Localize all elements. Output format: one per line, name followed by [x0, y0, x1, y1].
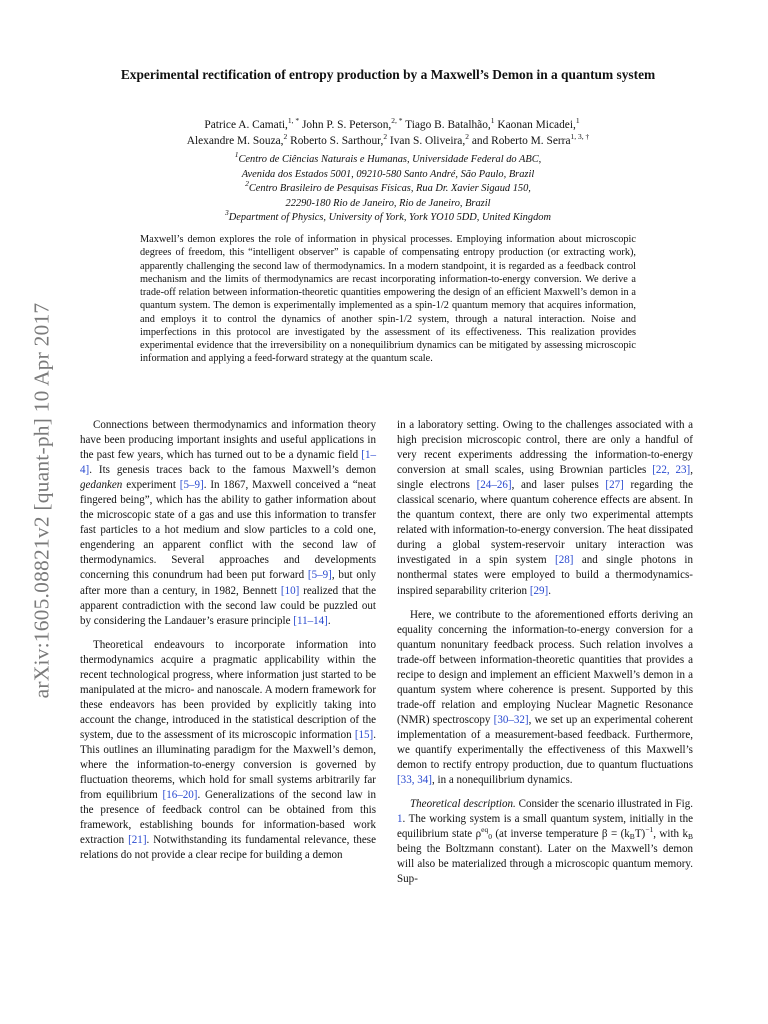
citation-link[interactable]: [15]	[354, 728, 374, 741]
math-superscript: eq	[481, 825, 489, 835]
body-paragraph: in a laboratory setting. Owing to the challenges associated with a high precision microscopic control, there are only a handful of very recent experiments addressing the information-to-energy conversion at small scales, using Brownian particles [22, 23], single electrons [24–26], and laser pulses [27] regarding the classical scenario, where quantum coherence effects are absent. In the quantum context, there are only two experimental attempts related with information-to-energy conversion. The heat dissipated during a global system-reservoir unitary interaction was investigated in a spin system [28] and single photons in nonthermal states were employed to build a thermodynamics-inspired separability criterion [29].	[397, 419, 693, 597]
arxiv-id: arXiv:1605.08821v2 [quant-ph] 10 Apr 2017	[29, 302, 54, 698]
citation-link[interactable]: [5–9]	[307, 569, 332, 582]
affiliation-line	[120, 197, 656, 212]
affiliation-marker: 2	[383, 132, 388, 141]
author-name: Ivan S. Oliveira,	[387, 135, 466, 147]
author-name: and Roberto M. Serra	[468, 135, 571, 147]
body-paragraph: Connections between thermodynamics and information theory have been producing important insights and useful applications in the past few years, which has turned out to be a dynamic field [1–4]. Its genesis traces back to the famous Maxwell’s demon gedanken experiment [5–9]. In 1867, Maxwell conceived a “neat fingered being”, which has the ability to gather information about the microscopic state of a gas and use this information to transfer fast particles to a hot medium and slow particles to a cold one, engendering an apparent conflict with the second law of thermodynamics. Several approaches and developments concerning this conundrum had been put forward [5–9], but only after more than a century, in 1982, Bennett [10] realized that the apparent contradiction with the second law could be puzzled out by considering the Landauer’s erasure principle [11–14].	[80, 419, 376, 627]
body-paragraph: Here, we contribute to the aforementioned efforts deriving an equality concerning the information-to-energy conversion for a quantum nonunitary feedback process. Such relation involves a trade-off between information-theoretic quantities that provides a recipe to design and implement an efficient Maxwell’s demon in a quantum system where coherence is present. Supported by this trade-off relation and employing Nuclear Magnetic Resonance (NMR) spectroscopy [30–32], we set up an experimental coherent implementation of a measurement-based feedback. Furthermore, we quantify experimentally the effectiveness of this Maxwell’s demon to rectify entropy production, due to quantum fluctuations [33, 34], in a nonequilibrium dynamics.	[397, 608, 693, 787]
body-column-left	[80, 418, 376, 863]
affiliation-line	[120, 168, 656, 183]
paper-title: Experimental rectification of entropy production by a Maxwell’s Demon in a quantum system	[120, 67, 656, 82]
body-paragraph: Theoretical endeavours to incorporate information into thermodynamics acquire a pragmatic applicability within the recent technological progress, where information just started to be manipulated at the micro- and nanoscale. A modern framework for these endeavors has been provided by explicitly taking into account the change, introduced in the statistical description of the system, due to the assessment of its microscopic information [15]. This outlines an illuminating paradigm for the Maxwell’s demon, where the information-to-energy conversion is governed by fluctuation theorems, which hold for small systems arbitrarily far from equilibrium [16–20]. Generalizations of the second law in the presence of feedback control can be obtained from this framework, establishing bounds for information-based work extraction [21]. Notwithstanding its fundamental relevance, these relations do not provide a clear recipe for building a demon	[80, 638, 376, 862]
affiliation-line	[120, 208, 656, 226]
citation-link[interactable]: [21]	[128, 834, 147, 847]
affiliation-marker: 2	[465, 132, 469, 141]
author-name: Roberto S. Sarthour,	[287, 135, 384, 147]
affiliation-marker: 1	[575, 116, 580, 125]
citation-link[interactable]: [30–32]	[493, 713, 529, 726]
citation-link[interactable]: [22, 23]	[652, 464, 691, 477]
body-paragraph: Theoretical description. Consider the scenario illustrated in Fig. 1. The working system is a small quantum system, initially in the equilibrium state $\rho^{eq}_0$ (at inverse temperature $\beta = (k_BT)^{-1}$, with $k_B$ being the Boltzmann constant). Later on the Maxwell’s demon will also be materialized through a microscopic quantum memory. Sup-	[397, 798, 693, 886]
citation-link[interactable]: [27]	[605, 479, 624, 492]
affiliation-number: 2	[245, 179, 249, 189]
abstract: Maxwell’s demon explores the role of information in physical processes. Employing information about microscopic degrees of freedom, this “intelligent observer” is capable of compensating entropy production (or extracting work), apparently challenging the second law of thermodynamics. In a modern standpoint, it is regarded as a feedback control mechanism and the limits of thermodynamics are recast incorporating information-to-energy conversion. We derive a trade-off relation between information-theoretic quantities empowering the design of an efficient Maxwell’s demon in a quantum system. The demon is experimentally implemented as a spin-1/2 quantum memory that acquires information, and employs it to control the dynamics of another spin-1/2 system, through a natural interaction. Noise and imperfections in this protocol are investigated by the assessment of its effectiveness. This realization provides experimental evidence that the irreversibility on a nonequilibrium dynamics can be mitigated by assessing microscopic information and applying a feed-forward strategy at the quantum scale.	[140, 234, 636, 365]
citation-link[interactable]: 1	[397, 813, 403, 826]
body-column-right	[397, 418, 693, 887]
affiliation-number: 1	[234, 150, 239, 159]
author-name: John P. S. Peterson,	[299, 119, 392, 131]
citation-link[interactable]: [11–14]	[293, 614, 328, 627]
author-line	[98, 117, 686, 133]
math-superscript: −1	[645, 825, 654, 835]
affiliation-text: Avenida dos Estados 5001, 09210-580 Santo André, São Paulo, Brazil	[241, 168, 535, 180]
citation-link[interactable]: [24–26]	[476, 479, 512, 492]
affiliation-line	[120, 150, 656, 168]
author-line	[90, 133, 686, 149]
author-list	[90, 117, 686, 149]
math-subscript: B	[629, 832, 635, 842]
affiliations	[120, 150, 656, 226]
citation-link[interactable]: [29]	[529, 584, 549, 597]
affiliation-text: Department of Physics, University of York, York YO10 5DD, United Kingdom	[228, 212, 551, 224]
citation-link[interactable]: [1–4]	[80, 449, 376, 477]
math-subscript: B	[687, 832, 693, 842]
affiliation-marker: 2	[283, 132, 288, 141]
author-name: Tiago B. Batalhão,	[402, 119, 491, 131]
citation-link[interactable]: [28]	[555, 554, 574, 567]
emphasis-text: gedanken	[80, 479, 123, 492]
affiliation-marker: 1, *	[287, 116, 300, 125]
affiliation-marker: 1	[490, 116, 495, 125]
author-name: Patrice A. Camati,	[204, 119, 288, 131]
affiliation-text: Centro Brasileiro de Pesquisas Físicas, Rua Dr. Xavier Sigaud 150,	[248, 183, 531, 195]
arxiv-identifier-stamp	[22, 260, 62, 740]
affiliation-text: 22290-180 Rio de Janeiro, Rio de Janeiro, Brazil	[285, 197, 491, 209]
citation-link[interactable]: [10]	[280, 584, 300, 597]
author-name: Alexandre M. Souza,	[186, 135, 284, 147]
affiliation-text: Centro de Ciências Naturais e Humanas, Universidade Federal do ABC,	[238, 154, 542, 165]
math-subscript: 0	[488, 832, 492, 842]
citation-link[interactable]: [33, 34]	[397, 774, 432, 787]
citation-link[interactable]: [16–20]	[162, 789, 198, 802]
affiliation-line	[120, 179, 656, 197]
author-name: Kaonan Micadei,	[494, 119, 576, 131]
affiliation-marker: 1, 3, †	[570, 132, 590, 141]
emphasis-text: Theoretical description.	[410, 798, 516, 811]
citation-link[interactable]: [5–9]	[179, 479, 204, 492]
affiliation-marker: 2, *	[391, 116, 403, 125]
affiliation-number: 3	[225, 208, 229, 218]
